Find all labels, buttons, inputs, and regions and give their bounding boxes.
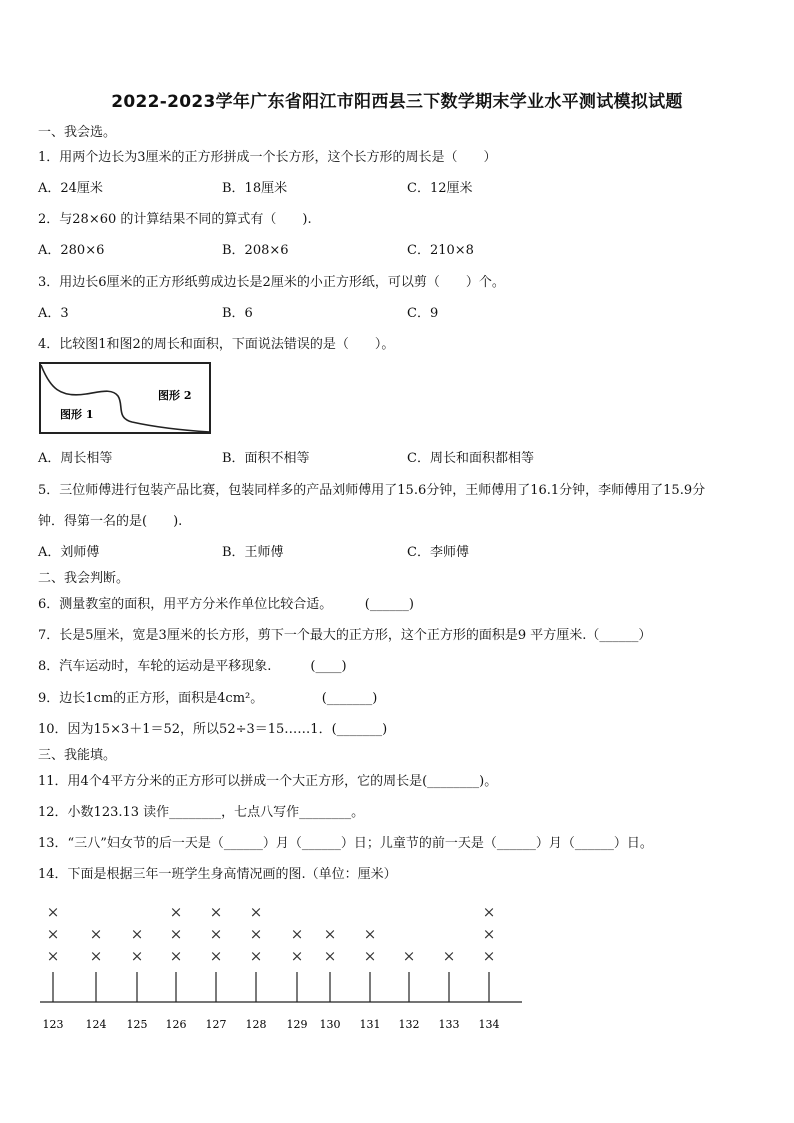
- cross-mark: ×: [46, 947, 60, 965]
- axis-label-129: 129: [286, 1018, 308, 1031]
- question-7: 7．长是5厘米，宽是3厘米的长方形，剪下一个最大的正方形，这个正方形的面积是9 平方厘米.（______）: [38, 628, 652, 643]
- axis-label-133: 133: [438, 1018, 460, 1031]
- axis-label-131: 131: [359, 1018, 381, 1031]
- cross-mark: ×: [89, 925, 103, 943]
- cross-mark: ×: [290, 947, 304, 965]
- cross-mark: ×: [323, 947, 337, 965]
- axis-label-127: 127: [205, 1018, 227, 1031]
- cross-mark: ×: [169, 947, 183, 965]
- axis-label-125: 125: [126, 1018, 148, 1031]
- q2-option-b: B．208×6: [222, 243, 289, 258]
- cross-mark: ×: [209, 947, 223, 965]
- cross-mark: ×: [442, 947, 456, 965]
- q5-option-a: A．刘师傅: [38, 545, 100, 560]
- cross-mark: ×: [209, 903, 223, 921]
- question-8: 8．汽车运动时，车轮的运动是平移现象. (____): [38, 659, 347, 674]
- height-dot-plot: [36, 900, 536, 1040]
- question-5-line-1: 5．三位师傅进行包装产品比赛，包装同样多的产品刘师傅用了15.6分钟，王师傅用了16.1分钟，李师傅用了15.9分: [38, 483, 706, 498]
- q2-option-a: A．280×6: [38, 243, 105, 258]
- section-heading-2: 二、我会判断。: [38, 571, 130, 586]
- axis-label-126: 126: [165, 1018, 187, 1031]
- cross-mark: ×: [290, 925, 304, 943]
- question-5-line-2: 钟．得第一名的是( ).: [38, 514, 183, 529]
- cross-mark: ×: [249, 903, 263, 921]
- q4-option-a: A．周长相等: [38, 451, 113, 466]
- section-heading-1: 一、我会选。: [38, 125, 117, 140]
- q4-option-c: C．周长和面积都相等: [407, 451, 534, 466]
- cross-mark: ×: [249, 947, 263, 965]
- axis-label-124: 124: [85, 1018, 107, 1031]
- cross-mark: ×: [363, 947, 377, 965]
- q4-option-b: B．面积不相等: [222, 451, 310, 466]
- cross-mark: ×: [363, 925, 377, 943]
- figure-2-label: 图形 2: [158, 389, 192, 402]
- cross-mark: ×: [482, 947, 496, 965]
- question-14: 14．下面是根据三年一班学生身高情况画的图.（单位：厘米）: [38, 867, 397, 882]
- axis-label-128: 128: [245, 1018, 267, 1031]
- cross-mark: ×: [323, 925, 337, 943]
- cross-mark: ×: [169, 903, 183, 921]
- page-title: 2022-2023学年广东省阳江市阳西县三下数学期末学业水平测试模拟试题: [111, 92, 683, 112]
- cross-mark: ×: [89, 947, 103, 965]
- figure-1-label: 图形 1: [60, 408, 94, 421]
- q3-option-b: B．6: [222, 306, 253, 321]
- cross-mark: ×: [249, 925, 263, 943]
- cross-mark: ×: [169, 925, 183, 943]
- question-2: 2．与28×60 的计算结果不同的算式有（ ).: [38, 212, 312, 227]
- cross-mark: ×: [482, 925, 496, 943]
- q5-option-b: B．王师傅: [222, 545, 284, 560]
- cross-mark: ×: [209, 925, 223, 943]
- cross-mark: ×: [482, 903, 496, 921]
- axis-label-132: 132: [398, 1018, 420, 1031]
- q1-option-c: C．12厘米: [407, 181, 473, 196]
- q3-option-c: C．9: [407, 306, 439, 321]
- question-13: 13．“三八”妇女节的后一天是（______）月（______）日；儿童节的前一天是（______）月（______）日。: [38, 836, 653, 851]
- question-1: 1．用两个边长为3厘米的正方形拼成一个长方形，这个长方形的周长是（ ）: [38, 150, 497, 165]
- cross-mark: ×: [402, 947, 416, 965]
- cross-mark: ×: [46, 903, 60, 921]
- section-heading-3: 三、我能填。: [38, 748, 117, 763]
- axis-label-130: 130: [319, 1018, 341, 1031]
- cross-mark: ×: [130, 925, 144, 943]
- question-9: 9．边长1cm的正方形，面积是4cm²。 (_______): [38, 691, 378, 706]
- q3-option-a: A．3: [38, 306, 69, 321]
- question-3: 3．用边长6厘米的正方形纸剪成边长是2厘米的小正方形纸，可以剪（ ）个。: [38, 275, 505, 290]
- shape-figure: [38, 360, 214, 436]
- cross-mark: ×: [130, 947, 144, 965]
- question-6: 6．测量教室的面积，用平方分米作单位比较合适。 (______): [38, 597, 414, 612]
- q1-option-b: B．18厘米: [222, 181, 288, 196]
- question-12: 12．小数123.13 读作________，七点八写作________。: [38, 805, 365, 820]
- q2-option-c: C．210×8: [407, 243, 474, 258]
- axis-label-123: 123: [42, 1018, 64, 1031]
- q1-option-a: A．24厘米: [38, 181, 103, 196]
- cross-mark: ×: [46, 925, 60, 943]
- question-4: 4．比较图1和图2的周长和面积，下面说法错误的是（ ）。: [38, 337, 395, 352]
- question-10: 10．因为15×3＋1＝52，所以52÷3＝15……1．(_______): [38, 722, 388, 737]
- question-11: 11．用4个4平方分米的正方形可以拼成一个大正方形，它的周长是(________)。: [38, 774, 498, 789]
- axis-label-134: 134: [478, 1018, 500, 1031]
- q5-option-c: C．李师傅: [407, 545, 469, 560]
